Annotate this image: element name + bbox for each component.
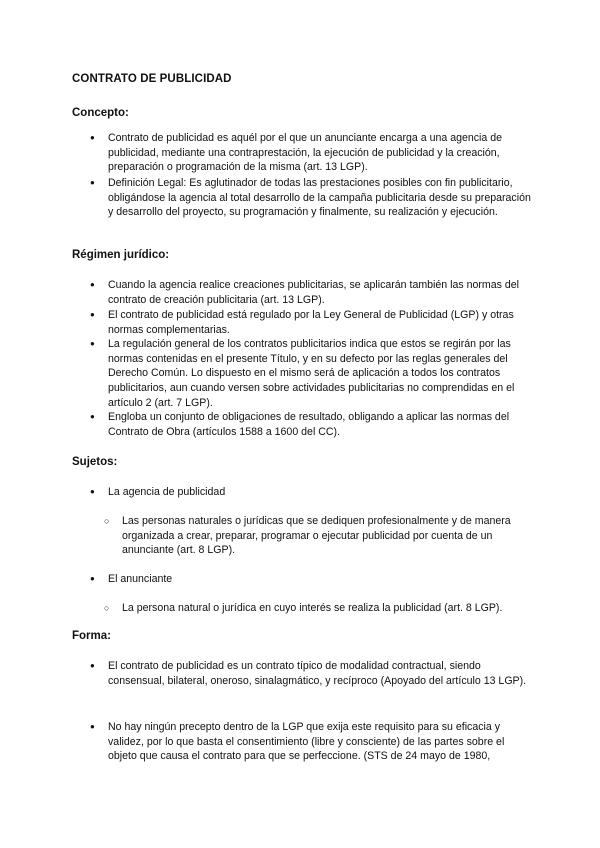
- list-item: ● Definición Legal: Es aglutinador de todas las prestaciones posibles con fin publicitario, obligándose la agencia al total desarrollo de la campaña publicitaria desde su preparación y desarrollo del proyecto, su programación y finalmente, su realización y ejecución.: [108, 176, 533, 220]
- section-heading-concepto: Concepto:: [72, 107, 129, 119]
- list-item: ● El contrato de publicidad está regulado por la Ley General de Publicidad (LGP) y otras normas complementarias.: [108, 308, 533, 337]
- sub-list-item: ○ Las personas naturales o jurídicas que se dediquen profesionalmente y de manera organizada a crear, preparar, programar o ejecutar publicidad por cuenta de un anunciante (art. 8 LGP).: [122, 514, 532, 558]
- section-heading-forma: Forma:: [72, 630, 111, 642]
- list-item: ● Contrato de publicidad es aquél por el que un anunciante encarga a una agencia de publicidad, mediante una contraprestación, la ejecución de publicidad y la creación, preparación o programación de la misma (art. 13 LGP).: [108, 131, 533, 175]
- list-item: ● El anunciante: [108, 572, 533, 587]
- list-item: ● Cuando la agencia realice creaciones publicitarias, se aplicarán también las normas del contrato de creación publicitaria (art. 13 LGP).: [108, 278, 533, 307]
- list-item: ● La agencia de publicidad: [108, 485, 533, 500]
- list-item: ● El contrato de publicidad es un contrato típico de modalidad contractual, siendo consensual, bilateral, oneroso, sinalagmático, y recíproco (Apoyado del artículo 13 LGP).: [108, 659, 533, 688]
- sub-list-item: ○ La persona natural o jurídica en cuyo interés se realiza la publicidad (art. 8 LGP).: [122, 601, 532, 616]
- section-heading-sujetos: Sujetos:: [72, 456, 118, 468]
- document-title: CONTRATO DE PUBLICIDAD: [72, 73, 232, 85]
- list-item: ● No hay ningún precepto dentro de la LGP que exija este requisito para su eficacia y validez, por lo que basta el consentimiento (libre y consciente) de las partes sobre el objeto que causa el contrato para que se perfeccione. (STS de 24 mayo de 1980,: [108, 720, 533, 764]
- list-item: ● Engloba un conjunto de obligaciones de resultado, obligando a aplicar las normas del Contrato de Obra (artículos 1588 a 1600 del CC).: [108, 410, 533, 439]
- section-heading-regimen: Régimen jurídico:: [72, 249, 170, 261]
- list-item: ● La regulación general de los contratos publicitarios indica que estos se regirán por las normas contenidas en el presente Título, y en su defecto por las reglas generales del Derecho Común. Lo dispuesto en el mismo será de aplicación a todos los contratos publicitarios, aun cuando versen sobre actividades publicitarias no comprendidas en el artículo 2 (art. 7 LGP).: [108, 337, 533, 411]
